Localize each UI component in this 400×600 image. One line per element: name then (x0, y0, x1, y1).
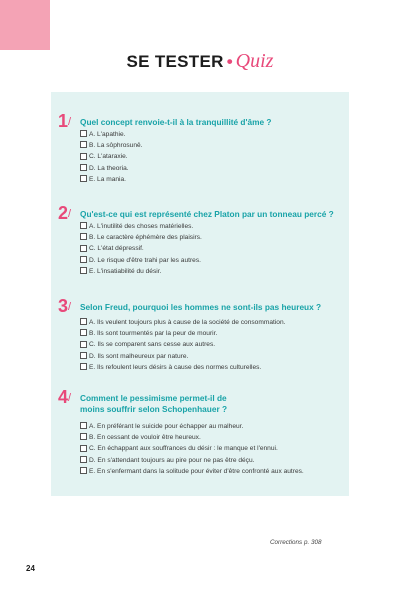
option-c[interactable] (80, 243, 202, 254)
question-slash: / (68, 116, 72, 128)
checkbox[interactable] (80, 130, 87, 137)
question-text: Selon Freud, pourquoi les hommes ne sont-ils pas heureux ? (80, 302, 322, 312)
checkbox[interactable] (80, 222, 87, 229)
checkbox[interactable] (80, 164, 87, 171)
question-number: 2 (58, 203, 69, 223)
option-label: E. Ils refoulent leurs désirs à cause des normes culturelles. (89, 363, 262, 371)
question-slash: / (68, 392, 72, 404)
option-label: C. L'état dépressif. (89, 245, 144, 253)
option-label: B. Ils sont tourmentés par la peur de mourir. (89, 330, 218, 338)
option-e[interactable] (80, 466, 304, 477)
option-c[interactable] (80, 151, 143, 162)
options-list (80, 129, 143, 185)
checkbox[interactable] (80, 141, 87, 148)
option-e[interactable] (80, 174, 143, 185)
question-text: Qu'est-ce qui est représenté chez Platon par un tonneau percé ? (80, 209, 334, 219)
option-e[interactable] (80, 266, 202, 277)
checkbox[interactable] (80, 433, 87, 440)
option-label: B. En cessant de vouloir être heureux. (89, 434, 201, 442)
checkbox[interactable] (80, 153, 87, 160)
option-label: C. L'ataraxie. (89, 153, 128, 161)
checkbox[interactable] (80, 329, 87, 336)
option-label: E. L'insatiabilité du désir. (89, 267, 162, 275)
checkbox[interactable] (80, 363, 87, 370)
option-label: D. En s'attendant toujours au pire pour ne pas être déçu. (89, 456, 255, 464)
option-label: E. En s'enfermant dans la solitude pour éviter d'être confronté aux autres. (89, 467, 304, 475)
checkbox[interactable] (80, 445, 87, 452)
checkbox[interactable] (80, 467, 87, 474)
checkbox[interactable] (80, 422, 87, 429)
question-number: 4 (58, 387, 69, 407)
option-e[interactable] (80, 362, 285, 373)
option-label: A. En préférant le suicide pour échapper au malheur. (89, 423, 244, 430)
option-label: B. Le caractère éphémère des plaisirs. (89, 234, 202, 242)
option-label: D. Ils sont malheureux par nature. (89, 352, 189, 360)
option-c[interactable] (80, 443, 304, 454)
corrections-reference: Corrections p. 308 (270, 539, 322, 546)
option-label: B. La sôphrosunê. (89, 142, 143, 150)
options-list (80, 421, 304, 477)
option-a[interactable] (80, 317, 285, 328)
option-a[interactable] (80, 129, 143, 140)
checkbox[interactable] (80, 341, 87, 348)
question-text: Comment le pessimisme permet-il de moins souffrir selon Schopenhauer ? (80, 393, 228, 414)
question-slash: / (68, 301, 72, 313)
option-label: C. En échappant aux souffrances du désir : le manque et l'ennui. (89, 445, 278, 453)
option-a[interactable] (80, 421, 304, 432)
option-label: A. Ils veulent toujours plus à cause de la société de consommation. (89, 319, 286, 326)
checkbox[interactable] (80, 456, 87, 463)
checkbox[interactable] (80, 175, 87, 182)
options-list (80, 221, 202, 277)
checkbox[interactable] (80, 256, 87, 263)
option-b[interactable] (80, 432, 304, 443)
title-separator: • (226, 52, 233, 71)
corner-tab (0, 0, 50, 50)
checkbox[interactable] (80, 267, 87, 274)
option-b[interactable] (80, 140, 143, 151)
option-label: E. La mania. (89, 175, 127, 183)
option-b[interactable] (80, 232, 202, 243)
checkbox[interactable] (80, 233, 87, 240)
checkbox[interactable] (80, 318, 87, 325)
option-label: D. Le risque d'être trahi par les autres. (89, 256, 201, 264)
option-c[interactable] (80, 339, 285, 350)
option-d[interactable] (80, 255, 202, 266)
page-number: 24 (26, 564, 35, 573)
page-title (0, 50, 400, 73)
option-d[interactable] (80, 455, 304, 466)
title-accent: Quiz (235, 50, 274, 72)
option-d[interactable] (80, 351, 285, 362)
option-d[interactable] (80, 163, 143, 174)
checkbox[interactable] (80, 245, 87, 252)
option-label: D. La theoria. (89, 164, 129, 172)
question-slash: / (68, 208, 72, 220)
question-text: Quel concept renvoie-t-il à la tranquillité d'âme ? (80, 117, 272, 127)
option-label: C. Ils se comparent sans cesse aux autres. (89, 341, 216, 349)
option-a[interactable] (80, 221, 202, 232)
question-number: 1 (58, 111, 69, 131)
checkbox[interactable] (80, 352, 87, 359)
question-number: 3 (58, 296, 69, 316)
option-label: A. L'inutilité des choses matérielles. (89, 223, 194, 230)
options-list (80, 317, 285, 373)
option-b[interactable] (80, 328, 285, 339)
title-main: SE TESTER (126, 52, 224, 71)
option-label: A. L'apathie. (89, 131, 126, 138)
